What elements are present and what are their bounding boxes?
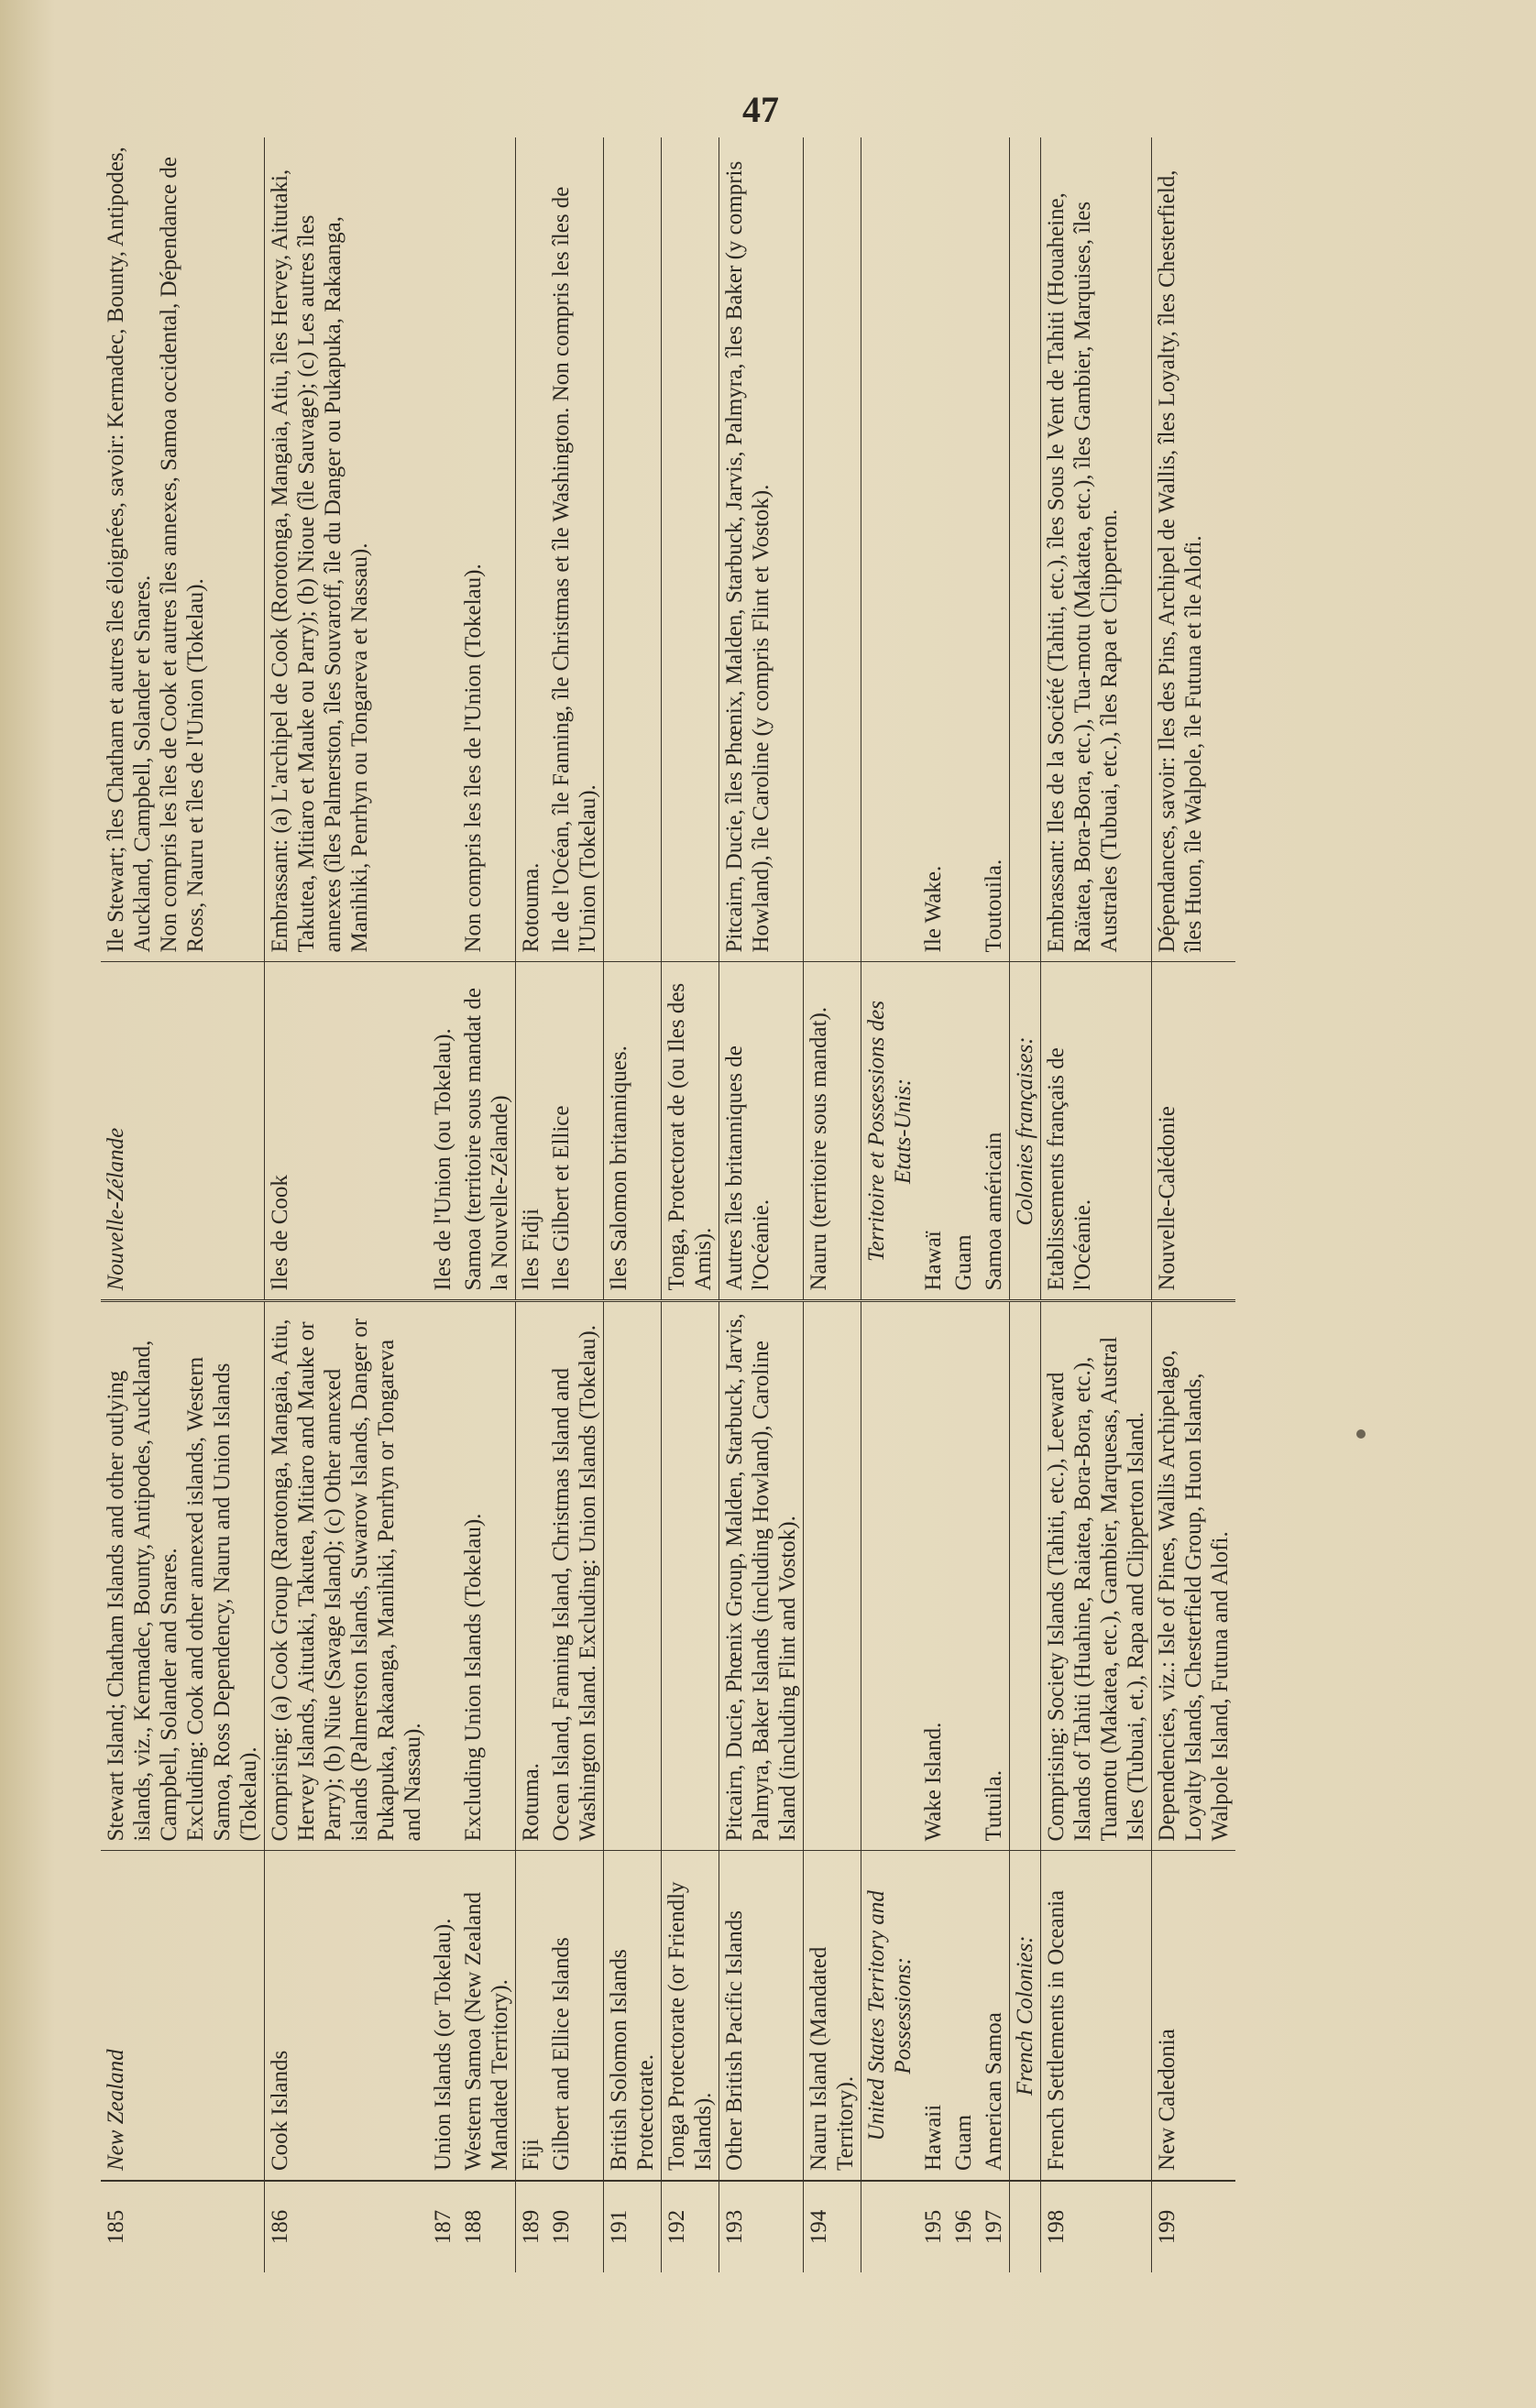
english-description-text: Rotuma. bbox=[519, 1763, 543, 1842]
english-name-text: Other British Pacific Islands bbox=[722, 1910, 747, 2171]
row-number-text: 195 bbox=[921, 2209, 946, 2245]
french-name bbox=[1041, 962, 1152, 1301]
row-number-text: 191 bbox=[607, 2209, 631, 2245]
english-name-text: New Caledonia bbox=[1155, 2029, 1179, 2171]
french-name-text: Nauru (territoire sous mandat). bbox=[806, 1006, 831, 1291]
row-number-text: 197 bbox=[982, 2209, 1006, 2245]
french-description bbox=[949, 137, 979, 962]
french-name-text: Etablissements français de l'Océanie. bbox=[1044, 1047, 1095, 1291]
table-row bbox=[516, 137, 547, 2272]
french-name bbox=[428, 962, 458, 1301]
english-name bbox=[719, 1851, 804, 2181]
english-description-text: Ocean Island, Fanning Island, Christmas Island and Washington Island. Excluding: Union Islands (Tokelau). bbox=[549, 1324, 600, 1842]
row-number-text: 194 bbox=[806, 2209, 831, 2245]
english-name-text: Gilbert and Ellice Islands bbox=[549, 1937, 574, 2171]
row-number-text: 189 bbox=[519, 2209, 543, 2245]
table-row bbox=[546, 137, 604, 2272]
french-description bbox=[101, 137, 265, 962]
row-number-text: 185 bbox=[104, 2209, 128, 2245]
french-name-text: Nouvelle-Zélande bbox=[104, 1127, 128, 1291]
french-description bbox=[719, 137, 804, 962]
row-number bbox=[101, 2181, 265, 2272]
english-description bbox=[1152, 1301, 1236, 1851]
french-description-exclusion: Non compris les îles de Cook et autres îles annexes, Samoa occidental, Dépendance de Ross, Nauru et îles de l'Union (Tokelau). bbox=[157, 157, 208, 953]
section-header-row bbox=[1010, 137, 1041, 2272]
row-number bbox=[604, 2181, 662, 2272]
english-description bbox=[428, 1301, 458, 1851]
section-header-row bbox=[861, 137, 919, 2272]
english-description-text: Wake Island. bbox=[921, 1722, 946, 1842]
english-name bbox=[979, 1851, 1010, 2181]
french-name-text: Samoa (territoire sous mandat de la Nouvelle-Zélande) bbox=[461, 988, 512, 1291]
french-name bbox=[458, 962, 516, 1301]
table-row bbox=[265, 137, 429, 2272]
english-name-text: Cook Islands bbox=[268, 2050, 292, 2171]
table-row bbox=[949, 137, 979, 2272]
french-description bbox=[428, 137, 458, 962]
french-description bbox=[458, 137, 516, 962]
row-number bbox=[1041, 2181, 1152, 2272]
english-name bbox=[428, 1851, 458, 2181]
french-name-text: Iles de l'Union (ou Tokelau). bbox=[431, 1028, 455, 1291]
french-description bbox=[804, 137, 861, 962]
french-name-text: Iles de Cook bbox=[268, 1175, 292, 1291]
table-row bbox=[662, 137, 719, 2272]
french-name bbox=[265, 962, 429, 1301]
english-name-text: United States Territory and Possessions: bbox=[864, 1890, 916, 2141]
english-name-text: Nauru Island (Mandated Territory). bbox=[806, 1946, 858, 2171]
english-name bbox=[1010, 1851, 1041, 2181]
row-number bbox=[546, 2181, 604, 2272]
row-number-text: 196 bbox=[951, 2209, 976, 2245]
french-description bbox=[1152, 137, 1236, 962]
english-name bbox=[458, 1851, 516, 2181]
french-description-text: Embrassant: Iles de la Société (Tahiti, etc.), îles Sous le Vent de Tahiti (Houaheine, Raïatea, Bora-Bora, etc.), Tua-motu (Makatea, etc.), îles Gambier, Marquises, îles Australes (Tubuai, etc.), îles Rapa et Clipperton. bbox=[1044, 192, 1122, 953]
english-description-text: Comprising: Society Islands (Tahiti, etc.), Leeward Islands of Tahiti (Huahine, Raiatea, Bora-Bora, etc.), Tuamotu (Makatea, etc.), Gambier, Marquesas, Austral Isles (Tubuai, et.), Rapa and Clipperton Island. bbox=[1044, 1336, 1148, 1842]
french-name bbox=[949, 962, 979, 1301]
english-description bbox=[1041, 1301, 1152, 1851]
table-row bbox=[979, 137, 1010, 2272]
english-name bbox=[949, 1851, 979, 2181]
french-name bbox=[804, 962, 861, 1301]
ink-dot bbox=[1356, 1429, 1366, 1439]
row-number bbox=[949, 2181, 979, 2272]
french-description-text: Ile Stewart; îles Chatham et autres îles éloignées, savoir: Kermadec, Bounty, Antipodes, Auckland, Campbell, Solander et Snares. bbox=[104, 147, 155, 953]
french-name bbox=[1010, 962, 1041, 1301]
english-name bbox=[546, 1851, 604, 2181]
english-description-exclusion: Excluding: Cook and other annexed islands, Western Samoa, Ross Dependency, Nauru and Union Islands (Tokelau). bbox=[183, 1356, 261, 1842]
french-name bbox=[546, 962, 604, 1301]
french-description-text: Rotouma. bbox=[519, 862, 543, 953]
row-number-text: 199 bbox=[1155, 2209, 1179, 2245]
english-description bbox=[265, 1301, 429, 1851]
row-number-text: 190 bbox=[549, 2209, 574, 2245]
row-number bbox=[804, 2181, 861, 2272]
table-row bbox=[1041, 137, 1152, 2272]
french-description bbox=[918, 137, 949, 962]
table-row bbox=[101, 137, 265, 2272]
english-description-text: Pitcairn, Ducie, Phœnix Group, Malden, Starbuck, Jarvis, Palmyra, Baker Islands (including Howland), Caroline Island (including Flint and Vostok). bbox=[722, 1313, 800, 1842]
english-name-text: French Settlements in Oceania bbox=[1044, 1889, 1069, 2171]
row-number-text: 193 bbox=[722, 2209, 747, 2245]
french-description bbox=[604, 137, 662, 962]
english-name bbox=[1152, 1851, 1236, 2181]
french-description bbox=[546, 137, 604, 962]
english-name-text: Hawaii bbox=[921, 2104, 946, 2171]
french-name bbox=[1152, 962, 1236, 1301]
english-name bbox=[265, 1851, 429, 2181]
english-description-text: Excluding Union Islands (Tokelau). bbox=[461, 1513, 486, 1842]
row-number-text: 188 bbox=[461, 2209, 486, 2245]
row-number bbox=[516, 2181, 547, 2272]
french-name bbox=[516, 962, 547, 1301]
english-description bbox=[458, 1301, 516, 1851]
english-description bbox=[979, 1301, 1010, 1851]
row-number bbox=[1010, 2181, 1041, 2272]
english-description bbox=[516, 1301, 547, 1851]
french-description-text: Pitcairn, Ducie, îles Phœnix, Malden, Starbuck, Jarvis, Palmyra, îles Baker (y compris Howland), île Caroline (y compris Flint et Vostok). bbox=[722, 160, 773, 953]
english-name bbox=[516, 1851, 547, 2181]
french-name bbox=[861, 962, 919, 1301]
french-name bbox=[918, 962, 949, 1301]
table-row bbox=[604, 137, 662, 2272]
english-name-text: New Zealand bbox=[104, 2049, 128, 2171]
french-name bbox=[719, 962, 804, 1301]
english-description-text: Comprising: (a) Cook Group (Rarotonga, Mangaia, Atiu, Hervey Islands, Aitutaki, Takutea, Mitiaro and Mauke or Parry); (b) Niue (Savage Island); (c) Other annexed islands (Palmerston Islands, Suwarow Islands, Danger or Pukapuka, Rakaanga, Manihiki, Penrhyn or Tongareva and Nassau). bbox=[268, 1318, 425, 1842]
french-name-text: Territoire et Possessions des Etats-Unis: bbox=[864, 1001, 916, 1262]
english-description-text: Tutuila. bbox=[982, 1769, 1006, 1842]
row-number bbox=[719, 2181, 804, 2272]
english-description bbox=[949, 1301, 979, 1851]
french-description bbox=[662, 137, 719, 962]
row-number bbox=[918, 2181, 949, 2272]
french-name-text: Iles Fidji bbox=[519, 1208, 543, 1291]
english-name bbox=[861, 1851, 919, 2181]
table-body bbox=[101, 137, 1235, 2272]
french-description bbox=[1010, 137, 1041, 962]
french-description-text: Embrassant: (a) L'archipel de Cook (Rorotonga, Mangaia, Atiu, îles Hervey, Aitutaki, Takutea, Mitiaro et Mauke ou Parry); (b) Nioue (île Sauvage); (c) Les autres îles annexes (îles Palmerston, îles Souvaroff, île du Danger ou Pukapuka, Rakaanga, Manihiki, Penrhyn ou Tongareva et Nassau). bbox=[268, 169, 372, 953]
english-name-text: Guam bbox=[951, 2114, 976, 2171]
french-description bbox=[516, 137, 547, 962]
english-description-text: Stewart Island; Chatham Islands and other outlying islands, viz., Kermadec, Bounty, Antipodes, Auckland, Campbell, Solander and Snares. bbox=[104, 1340, 181, 1842]
row-number bbox=[662, 2181, 719, 2272]
french-description bbox=[1041, 137, 1152, 962]
row-number-text: 198 bbox=[1044, 2209, 1069, 2245]
english-description bbox=[861, 1301, 919, 1851]
french-name bbox=[101, 962, 265, 1301]
english-name-text: British Solomon Islands Protectorate. bbox=[607, 1949, 658, 2171]
french-description-text: Toutouila. bbox=[982, 859, 1006, 953]
french-name bbox=[604, 962, 662, 1301]
english-description bbox=[662, 1301, 719, 1851]
english-name bbox=[1041, 1851, 1152, 2181]
english-name-text: Western Samoa (New Zealand Mandated Territory). bbox=[461, 1891, 512, 2171]
row-number bbox=[458, 2181, 516, 2272]
english-description bbox=[1010, 1301, 1041, 1851]
row-number bbox=[265, 2181, 429, 2272]
rotated-table-wrapper bbox=[101, 137, 1457, 2272]
french-name-text: Hawaï bbox=[921, 1231, 946, 1291]
english-name bbox=[804, 1851, 861, 2181]
table-row bbox=[458, 137, 516, 2272]
french-name-text: Tonga, Protectorat de (ou Iles des Amis). bbox=[664, 982, 716, 1291]
french-name-text: Iles Salomon britanniques. bbox=[607, 1045, 631, 1291]
english-name-text: French Colonies: bbox=[1013, 1935, 1037, 2096]
french-name bbox=[979, 962, 1010, 1301]
french-name-text: Iles Gilbert et Ellice bbox=[549, 1105, 574, 1291]
french-description bbox=[979, 137, 1010, 962]
french-description-text: Non compris les îles de l'Union (Tokelau). bbox=[461, 564, 486, 953]
french-description bbox=[861, 137, 919, 962]
french-name-text: Guam bbox=[951, 1234, 976, 1291]
table-row bbox=[719, 137, 804, 2272]
territory-table bbox=[101, 137, 1235, 2272]
row-number bbox=[979, 2181, 1010, 2272]
french-name-text: Autres îles britanniques de l'Océanie. bbox=[722, 1045, 773, 1291]
table-row bbox=[918, 137, 949, 2272]
row-number-text: 186 bbox=[268, 2209, 292, 2245]
english-name-text: Fiji bbox=[519, 2139, 543, 2171]
row-number-text: 192 bbox=[664, 2209, 689, 2245]
english-name-text: Tonga Protectorate (or Friendly Islands). bbox=[664, 1881, 716, 2171]
english-name bbox=[604, 1851, 662, 2181]
english-description bbox=[546, 1301, 604, 1851]
row-number bbox=[1152, 2181, 1236, 2272]
row-number-text: 187 bbox=[431, 2209, 455, 2245]
french-description bbox=[265, 137, 429, 962]
french-name bbox=[662, 962, 719, 1301]
english-description bbox=[604, 1301, 662, 1851]
french-name-text: Samoa américain bbox=[982, 1132, 1006, 1291]
english-description bbox=[918, 1301, 949, 1851]
page-number: 47 bbox=[742, 89, 779, 130]
table-row bbox=[804, 137, 861, 2272]
french-name-text: Colonies françaises: bbox=[1013, 1036, 1037, 1226]
row-number bbox=[428, 2181, 458, 2272]
french-description-text: Dépendances, savoir: Iles des Pins, Archipel de Wallis, îles Loyalty, îles Chesterfield, îles Huon, île Walpole, île Futuna et île Alofi. bbox=[1155, 170, 1206, 953]
row-number bbox=[861, 2181, 919, 2272]
english-name-text: American Samoa bbox=[982, 2012, 1006, 2171]
english-description bbox=[101, 1301, 265, 1851]
table-row bbox=[1152, 137, 1236, 2272]
table-row bbox=[428, 137, 458, 2272]
english-description bbox=[719, 1301, 804, 1851]
english-name-text: Union Islands (or Tokelau). bbox=[431, 1918, 455, 2171]
french-name-text: Nouvelle-Calédonie bbox=[1155, 1106, 1179, 1291]
french-description-text: Ile Wake. bbox=[921, 865, 946, 953]
french-description-text: Ile de l'Océan, île Fanning, île Christmas et île Washington. Non compris les îles de l'Union (Tokelau). bbox=[549, 186, 600, 953]
english-description bbox=[804, 1301, 861, 1851]
english-name bbox=[101, 1851, 265, 2181]
english-name bbox=[662, 1851, 719, 2181]
english-description-text: Dependencies, viz.: Isle of Pines, Wallis Archipelago, Loyalty Islands, Chesterfield Group, Huon Islands, Walpole Island, Futuna and Alofi. bbox=[1155, 1350, 1233, 1842]
english-name bbox=[918, 1851, 949, 2181]
